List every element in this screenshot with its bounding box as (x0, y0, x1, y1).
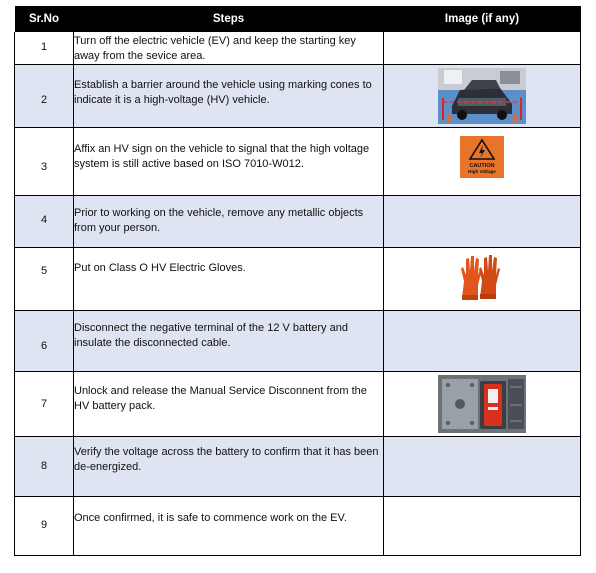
table-row (15, 372, 581, 437)
image-cell (384, 32, 581, 65)
step-number: 1 (40, 41, 48, 53)
header-steps: Steps (74, 6, 384, 32)
step-number-cell (15, 65, 74, 128)
step-number: 5 (40, 265, 48, 277)
procedure-table (14, 6, 581, 556)
table-row (15, 65, 581, 128)
step-number-cell (15, 128, 74, 196)
header-row (15, 6, 581, 32)
step-number: 6 (40, 340, 48, 352)
step-text: Unlock and release the Manual Service Disconnent from the HV battery pack. (74, 372, 384, 437)
table-row (15, 196, 581, 248)
step-text: Verify the voltage across the battery to confirm that it has been de-energized. (74, 437, 384, 497)
gloves-image (456, 251, 508, 303)
step-number-cell (15, 372, 74, 437)
image-cell (384, 497, 581, 556)
step-number-cell (15, 311, 74, 372)
header-image: Image (if any) (384, 6, 581, 32)
step-number: 3 (40, 161, 48, 173)
step-number: 2 (40, 94, 48, 106)
step-number-cell (15, 196, 74, 248)
step-number-cell (15, 32, 74, 65)
image-cell (384, 65, 581, 128)
step-number-cell (15, 437, 74, 497)
step-number: 8 (40, 460, 48, 472)
ev-barrier-photo (438, 68, 526, 124)
image-cell (384, 196, 581, 248)
step-text: Turn off the electric vehicle (EV) and keep the starting key away from the sevice area. (74, 32, 384, 65)
header-sr-no: Sr.No (15, 6, 74, 32)
step-text: Affix an HV sign on the vehicle to signal that the high voltage system is still active based on ISO 7010-W012. (74, 128, 384, 196)
step-number: 7 (40, 398, 48, 410)
image-cell (384, 248, 581, 311)
caution-sign (460, 136, 504, 178)
step-number-cell (15, 497, 74, 556)
step-number: 4 (40, 214, 48, 226)
sign-caution-text: CAUTION (469, 163, 495, 169)
step-text: Disconnect the negative terminal of the 12 V battery and insulate the disconnected cable. (74, 311, 384, 372)
image-cell (384, 128, 581, 196)
table-row (15, 497, 581, 556)
table-row (15, 248, 581, 311)
step-text: Put on Class O HV Electric Gloves. (74, 248, 384, 311)
table-row (15, 311, 581, 372)
table-row (15, 437, 581, 497)
step-number: 9 (40, 519, 48, 531)
sign-high-voltage-text: High Voltage (468, 169, 496, 174)
step-number-cell (15, 248, 74, 311)
image-cell (384, 437, 581, 497)
step-text: Prior to working on the vehicle, remove any metallic objects from your person. (74, 196, 384, 248)
step-text: Establish a barrier around the vehicle using marking cones to indicate it is a high-voltage (HV) vehicle. (74, 65, 384, 128)
table-row (15, 128, 581, 196)
step-text: Once confirmed, it is safe to commence work on the EV. (74, 497, 384, 556)
image-cell (384, 372, 581, 437)
msd-photo (438, 375, 526, 433)
image-cell (384, 311, 581, 372)
table-row (15, 32, 581, 65)
